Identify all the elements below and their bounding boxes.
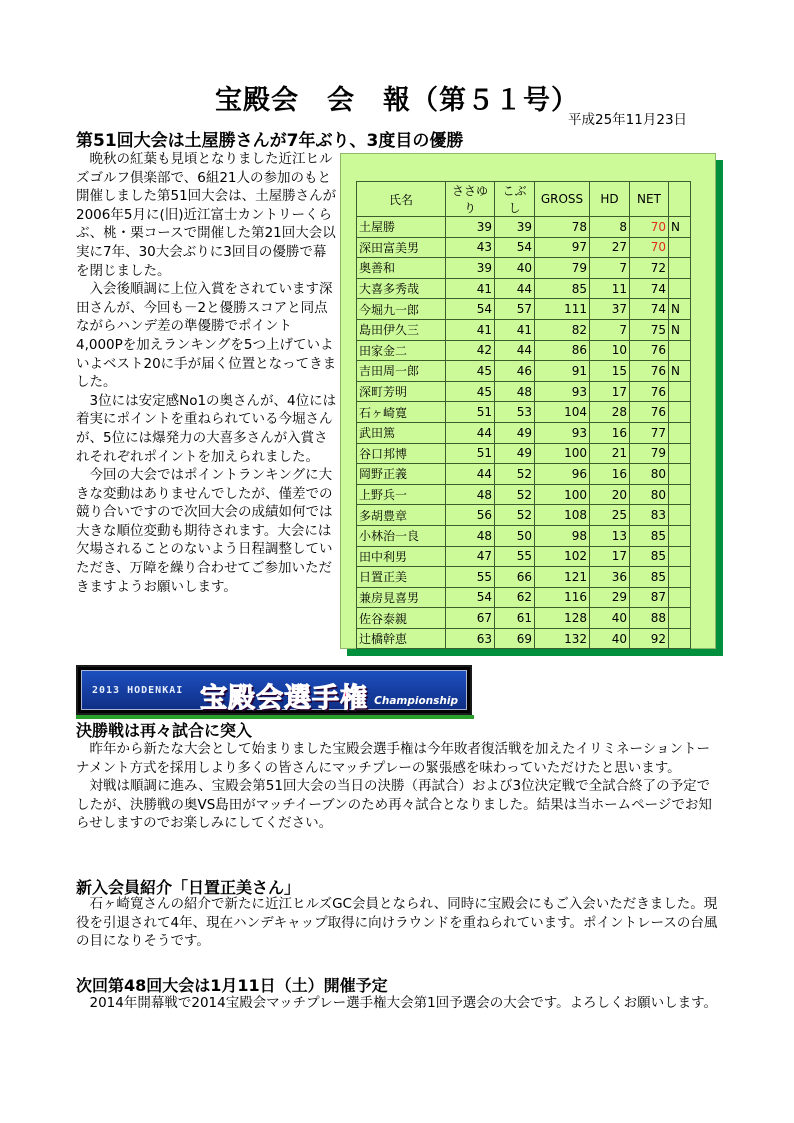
flag-cell (669, 443, 691, 464)
player-name-cell: 小林治一良 (357, 525, 446, 546)
player-name-cell: 今堀九一郎 (357, 299, 446, 320)
player-name-cell: 奥善和 (357, 258, 446, 279)
sasayuri-score-cell: 51 (446, 402, 495, 423)
table-row (357, 608, 691, 629)
newsletter-title: 宝殿会 会 報（第５１号） (215, 85, 579, 116)
player-name-cell: 兼房見喜男 (357, 587, 446, 608)
net-score-cell: 87 (630, 587, 669, 608)
article2-body (76, 740, 720, 833)
gross-score-cell: 100 (535, 484, 590, 505)
kobushi-score-cell: 48 (495, 381, 535, 402)
handicap-cell: 17 (590, 546, 630, 567)
flag-cell (669, 340, 691, 361)
flag-cell (669, 278, 691, 299)
sasayuri-score-cell: 41 (446, 278, 495, 299)
sasayuri-score-cell: 51 (446, 443, 495, 464)
sasayuri-score-cell: 45 (446, 381, 495, 402)
sasayuri-score-cell: 45 (446, 361, 495, 382)
player-name-cell: 大喜多秀哉 (357, 278, 446, 299)
sasayuri-score-cell: 43 (446, 237, 495, 258)
table-row (357, 278, 691, 299)
net-score-cell: 76 (630, 402, 669, 423)
handicap-cell: 15 (590, 361, 630, 382)
net-score-cell: 74 (630, 299, 669, 320)
net-score-cell: 80 (630, 464, 669, 485)
kobushi-score-cell: 53 (495, 402, 535, 423)
sasayuri-score-cell: 55 (446, 567, 495, 588)
table-row (357, 443, 691, 464)
article4-body (76, 994, 720, 1013)
handicap-cell: 11 (590, 278, 630, 299)
kobushi-score-cell: 44 (495, 278, 535, 299)
kobushi-score-cell: 49 (495, 422, 535, 443)
article4-paragraph: 2014年開幕戦で2014宝殿会マッチプレー選手権大会第1回予選会の大会です。よろしくお願いします。 (89, 995, 718, 1011)
flag-cell: N (669, 361, 691, 382)
player-name-cell: 谷口邦博 (357, 443, 446, 464)
kobushi-score-cell: 44 (495, 340, 535, 361)
gross-score-cell: 108 (535, 505, 590, 526)
gross-score-cell: 78 (535, 217, 590, 238)
net-score-cell: 74 (630, 278, 669, 299)
handicap-cell: 27 (590, 237, 630, 258)
article3-body (76, 895, 720, 951)
net-score-cell: 76 (630, 361, 669, 382)
sasayuri-score-cell: 47 (446, 546, 495, 567)
flag-cell (669, 525, 691, 546)
table-row (357, 525, 691, 546)
article1-paragraph: 晩秋の紅葉も見頃となりました近江ヒルズゴルフ倶楽部で、6組21人の参加のもと開催しました第51回大会は、土屋勝さんが2006年5月に(旧)近江富士カントリーくらぶ、桃・栗コースで開催した第21回大会以実に7年、30大会ぶりに3回目の優勝で幕を閉じました。 (76, 151, 337, 279)
net-score-cell: 76 (630, 340, 669, 361)
player-name-cell: 日置正美 (357, 567, 446, 588)
table-row (357, 381, 691, 402)
col-header-flag (669, 182, 691, 217)
article1-paragraph: 入会後順調に上位入賞をされています深田さんが、今回も－2と優勝スコアと同点ながらハンデ差の準優勝でポイント4,000Pを加えランキングを5つ上げていよいよベスト20に手が届く位置となってきました。 (76, 281, 337, 391)
gross-score-cell: 116 (535, 587, 590, 608)
player-name-cell: 島田伊久三 (357, 319, 446, 340)
article2-heading: 決勝戦は再々試合に突入 (76, 721, 253, 740)
gross-score-cell: 79 (535, 258, 590, 279)
net-score-cell: 70 (630, 237, 669, 258)
col-header-kobushi: こぶし (495, 182, 535, 217)
table-row (357, 505, 691, 526)
handicap-cell: 20 (590, 484, 630, 505)
kobushi-score-cell: 49 (495, 443, 535, 464)
net-score-cell: 85 (630, 525, 669, 546)
handicap-cell: 7 (590, 258, 630, 279)
handicap-cell: 13 (590, 525, 630, 546)
kobushi-score-cell: 57 (495, 299, 535, 320)
kobushi-score-cell: 50 (495, 525, 535, 546)
article3-paragraph: 石ヶ崎寛さんの紹介で新たに近江ヒルズGC会員となられ、同時に宝殿会にもご入会いただきました。現役を引退されて4年、現在ハンデキャップ取得に向けラウンドを重ねられています。ポイントレースの台風の目になりそうです。 (76, 896, 718, 950)
article1-paragraph: 今回の大会ではポイントランキングに大きな変動はありませんでしたが、僅差での競り合いですので次回大会の成績如何では大きな順位変動も期待されます。大会には欠場されることのないよう日程調整していただき、万障を繰り合わせてご参加いただきますようお願いします。 (76, 467, 333, 595)
player-name-cell: 吉田周一郎 (357, 361, 446, 382)
gross-score-cell: 121 (535, 567, 590, 588)
sasayuri-score-cell: 48 (446, 525, 495, 546)
table-row (357, 422, 691, 443)
net-score-cell: 92 (630, 628, 669, 649)
player-name-cell: 多胡豊章 (357, 505, 446, 526)
flag-cell (669, 505, 691, 526)
kobushi-score-cell: 39 (495, 217, 535, 238)
kobushi-score-cell: 52 (495, 464, 535, 485)
table-row (357, 464, 691, 485)
table-row (357, 361, 691, 382)
handicap-cell: 7 (590, 319, 630, 340)
col-header-gross: GROSS (535, 182, 590, 217)
handicap-cell: 25 (590, 505, 630, 526)
flag-cell (669, 402, 691, 423)
net-score-cell: 88 (630, 608, 669, 629)
sasayuri-score-cell: 54 (446, 587, 495, 608)
flag-cell: N (669, 299, 691, 320)
handicap-cell: 29 (590, 587, 630, 608)
score-table-body (357, 217, 691, 649)
banner-year-text: 2013 HODENKAI (92, 685, 184, 696)
kobushi-score-cell: 52 (495, 484, 535, 505)
banner-subtitle: Championship (374, 695, 458, 707)
kobushi-score-cell: 66 (495, 567, 535, 588)
article1-paragraph: 3位には安定感No1の奥さんが、4位には着実にポイントを重ねられている今堀さんが、5位には爆発力の大喜多さんが入賞されそれぞれポイントを加えられました。 (76, 392, 337, 465)
table-row (357, 299, 691, 320)
gross-score-cell: 93 (535, 381, 590, 402)
article4-heading: 次回第48回大会は1月11日（土）開催予定 (76, 976, 388, 995)
net-score-cell: 72 (630, 258, 669, 279)
article2-paragraph: 昨年から新たな大会として始まりました宝殿会選手権は今年敗者復活戦を加えたイリミネーショントーナメント方式を採用しより多くの皆さんにマッチプレーの緊張感を味わっていただけたと思います。 (76, 741, 710, 776)
net-score-cell: 75 (630, 319, 669, 340)
flag-cell (669, 484, 691, 505)
banner-logo-text: 宝殿会選手権 (200, 683, 368, 714)
handicap-cell: 8 (590, 217, 630, 238)
kobushi-score-cell: 54 (495, 237, 535, 258)
sasayuri-score-cell: 63 (446, 628, 495, 649)
table-row (357, 217, 691, 238)
issue-date: 平成25年11月23日 (568, 112, 688, 128)
kobushi-score-cell: 40 (495, 258, 535, 279)
player-name-cell: 田中利男 (357, 546, 446, 567)
sasayuri-score-cell: 39 (446, 217, 495, 238)
table-row (357, 319, 691, 340)
score-table (356, 181, 691, 649)
kobushi-score-cell: 46 (495, 361, 535, 382)
col-header-sasayuri: ささゆり (446, 182, 495, 217)
table-row (357, 484, 691, 505)
championship-banner (76, 665, 472, 715)
gross-score-cell: 102 (535, 546, 590, 567)
net-score-cell: 76 (630, 381, 669, 402)
player-name-cell: 深町芳明 (357, 381, 446, 402)
player-name-cell: 武田篤 (357, 422, 446, 443)
net-score-cell: 83 (630, 505, 669, 526)
player-name-cell: 上野兵一 (357, 484, 446, 505)
gross-score-cell: 96 (535, 464, 590, 485)
col-header-name: 氏名 (357, 182, 446, 217)
net-score-cell: 79 (630, 443, 669, 464)
handicap-cell: 10 (590, 340, 630, 361)
flag-cell (669, 258, 691, 279)
kobushi-score-cell: 69 (495, 628, 535, 649)
flag-cell (669, 381, 691, 402)
gross-score-cell: 85 (535, 278, 590, 299)
col-header-hd: HD (590, 182, 630, 217)
article1-heading: 第51回大会は土屋勝さんが7年ぶり、3度目の優勝 (76, 131, 464, 151)
handicap-cell: 36 (590, 567, 630, 588)
sasayuri-score-cell: 42 (446, 340, 495, 361)
sasayuri-score-cell: 44 (446, 422, 495, 443)
flag-cell (669, 546, 691, 567)
net-score-cell: 85 (630, 567, 669, 588)
handicap-cell: 16 (590, 422, 630, 443)
flag-cell (669, 587, 691, 608)
gross-score-cell: 86 (535, 340, 590, 361)
gross-score-cell: 93 (535, 422, 590, 443)
col-header-net: NET (630, 182, 669, 217)
score-table-header-row (357, 182, 691, 217)
gross-score-cell: 132 (535, 628, 590, 649)
player-name-cell: 田家金二 (357, 340, 446, 361)
gross-score-cell: 104 (535, 402, 590, 423)
sasayuri-score-cell: 48 (446, 484, 495, 505)
sasayuri-score-cell: 41 (446, 319, 495, 340)
gross-score-cell: 98 (535, 525, 590, 546)
gross-score-cell: 111 (535, 299, 590, 320)
article3-heading: 新入会員紹介「日置正美さん」 (76, 878, 301, 897)
table-row (357, 340, 691, 361)
kobushi-score-cell: 41 (495, 319, 535, 340)
gross-score-cell: 128 (535, 608, 590, 629)
player-name-cell: 佐谷泰親 (357, 608, 446, 629)
flag-cell: N (669, 217, 691, 238)
player-name-cell: 土屋勝 (357, 217, 446, 238)
table-row (357, 567, 691, 588)
kobushi-score-cell: 55 (495, 546, 535, 567)
player-name-cell: 辻橋幹恵 (357, 628, 446, 649)
flag-cell: N (669, 319, 691, 340)
sasayuri-score-cell: 67 (446, 608, 495, 629)
player-name-cell: 岡野正義 (357, 464, 446, 485)
gross-score-cell: 91 (535, 361, 590, 382)
table-row (357, 402, 691, 423)
handicap-cell: 17 (590, 381, 630, 402)
banner-inner (81, 670, 467, 714)
gross-score-cell: 82 (535, 319, 590, 340)
table-row (357, 237, 691, 258)
handicap-cell: 40 (590, 608, 630, 629)
table-row (357, 587, 691, 608)
flag-cell (669, 608, 691, 629)
sasayuri-score-cell: 54 (446, 299, 495, 320)
article1-body (76, 150, 338, 596)
net-score-cell: 70 (630, 217, 669, 238)
table-row (357, 258, 691, 279)
gross-score-cell: 100 (535, 443, 590, 464)
table-row (357, 546, 691, 567)
handicap-cell: 40 (590, 628, 630, 649)
handicap-cell: 37 (590, 299, 630, 320)
net-score-cell: 80 (630, 484, 669, 505)
flag-cell (669, 422, 691, 443)
gross-score-cell: 97 (535, 237, 590, 258)
flag-cell (669, 464, 691, 485)
net-score-cell: 85 (630, 546, 669, 567)
net-score-cell: 77 (630, 422, 669, 443)
handicap-cell: 21 (590, 443, 630, 464)
flag-cell (669, 567, 691, 588)
handicap-cell: 28 (590, 402, 630, 423)
sasayuri-score-cell: 44 (446, 464, 495, 485)
kobushi-score-cell: 61 (495, 608, 535, 629)
table-row (357, 628, 691, 649)
kobushi-score-cell: 52 (495, 505, 535, 526)
flag-cell (669, 628, 691, 649)
kobushi-score-cell: 62 (495, 587, 535, 608)
player-name-cell: 石ヶ崎寛 (357, 402, 446, 423)
player-name-cell: 深田富美男 (357, 237, 446, 258)
handicap-cell: 16 (590, 464, 630, 485)
article2-paragraph: 対戦は順調に進み、宝殿会第51回大会の当日の決勝（再試合）および3位決定戦で全試合終了の予定でしたが、決勝戦の奥VS島田がマッチイーブンのため再々試合となりました。結果は当ホームページでお知らせしますのでお楽しみにしてください。 (76, 778, 712, 832)
sasayuri-score-cell: 56 (446, 505, 495, 526)
sasayuri-score-cell: 39 (446, 258, 495, 279)
flag-cell (669, 237, 691, 258)
